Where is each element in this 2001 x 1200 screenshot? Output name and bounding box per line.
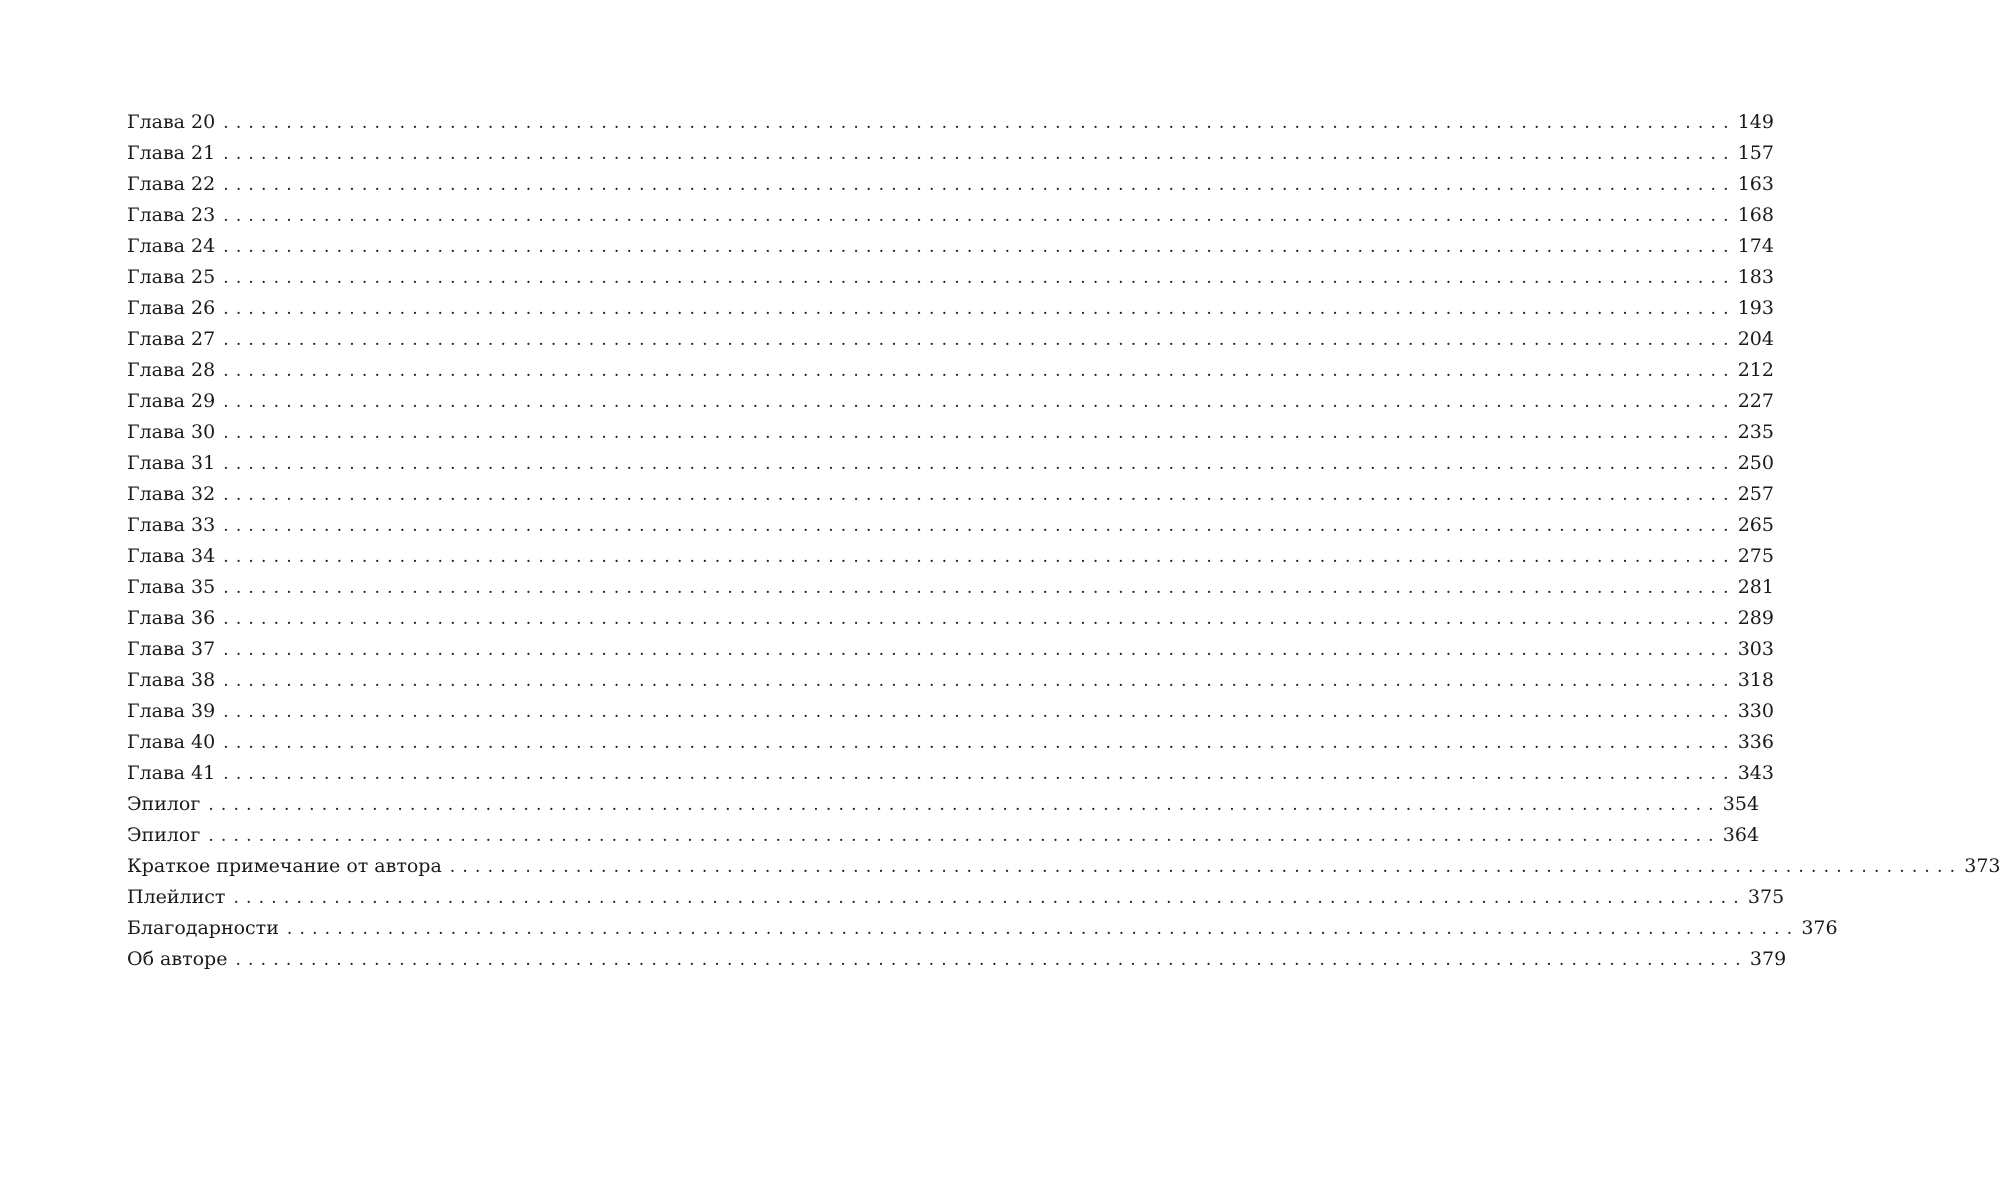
toc-leader-dots: ........................................................................................................................ xyxy=(235,950,1748,970)
toc-entry-page: 275 xyxy=(1737,545,1774,567)
toc-entry-page: 354 xyxy=(1722,793,1760,815)
toc-leader-dots: ........................................................................................................................ xyxy=(286,919,1800,939)
toc-entry-title: Глава 23 xyxy=(127,204,216,226)
toc-entry-title: Глава 21 xyxy=(127,142,216,164)
toc-entry-title: Глава 22 xyxy=(127,173,216,195)
toc-leader-dots: ........................................................................................................................ xyxy=(223,671,1736,691)
toc-entry-title: Глава 38 xyxy=(127,669,216,691)
toc-leader-dots: ........................................................................................................................ xyxy=(223,144,1736,164)
toc-entry-page: 149 xyxy=(1737,111,1774,133)
toc-entry-page: 375 xyxy=(1747,886,1785,908)
toc-entry[interactable] xyxy=(127,634,1774,665)
toc-entry-title: Глава 40 xyxy=(127,731,216,753)
toc-leader-dots: ........................................................................................................................ xyxy=(223,454,1736,474)
toc-entry-title: Глава 27 xyxy=(127,328,216,350)
toc-entry-title: Глава 32 xyxy=(127,483,216,505)
toc-entry-page: 257 xyxy=(1737,483,1774,505)
toc-entry-title: Глава 37 xyxy=(127,638,216,660)
toc-leader-dots: ........................................................................................................................ xyxy=(208,795,1721,815)
toc-entry-page: 265 xyxy=(1737,514,1774,536)
toc-leader-dots: ........................................................................................................................ xyxy=(449,857,1963,877)
toc-entry[interactable] xyxy=(127,417,1774,448)
toc-entry-title: Глава 30 xyxy=(127,421,216,443)
toc-entry-page: 193 xyxy=(1737,297,1774,319)
toc-leader-dots: ........................................................................................................................ xyxy=(223,485,1736,505)
toc-entry-page: 289 xyxy=(1737,607,1774,629)
toc-entry-page: 303 xyxy=(1737,638,1774,660)
toc-leader-dots: ........................................................................................................................ xyxy=(223,423,1736,443)
toc-leader-dots: ........................................................................................................................ xyxy=(208,826,1721,846)
toc-entry-title: Глава 28 xyxy=(127,359,216,381)
toc-leader-dots: ........................................................................................................................ xyxy=(223,609,1736,629)
toc-entry[interactable] xyxy=(127,107,1774,138)
toc-entry[interactable] xyxy=(127,448,1774,479)
toc-leader-dots: ........................................................................................................................ xyxy=(223,733,1736,753)
toc-entry-title: Глава 26 xyxy=(127,297,216,319)
toc-entry-title: Глава 35 xyxy=(127,576,216,598)
toc-entry-title: Глава 20 xyxy=(127,111,216,133)
toc-entry-title: Глава 33 xyxy=(127,514,216,536)
toc-entry[interactable] xyxy=(127,541,1774,572)
toc-entry-page: 330 xyxy=(1737,700,1774,722)
toc-entry-page: 343 xyxy=(1737,762,1774,784)
toc-entry[interactable] xyxy=(127,386,1774,417)
toc-entry-title: Об авторе xyxy=(127,948,228,970)
toc-entry-page: 204 xyxy=(1737,328,1774,350)
toc-entry-page: 168 xyxy=(1737,204,1774,226)
toc-entry[interactable] xyxy=(127,882,1785,913)
toc-entry-page: 281 xyxy=(1737,576,1774,598)
toc-leader-dots: ........................................................................................................................ xyxy=(223,516,1736,536)
toc-entry-page: 157 xyxy=(1737,142,1774,164)
toc-leader-dots: ........................................................................................................................ xyxy=(223,764,1736,784)
toc-entry[interactable] xyxy=(127,665,1774,696)
toc-entry[interactable] xyxy=(127,262,1774,293)
toc-entry[interactable] xyxy=(127,758,1774,789)
toc-entry[interactable] xyxy=(127,913,1838,944)
toc-entry-page: 379 xyxy=(1749,948,1787,970)
toc-leader-dots: ........................................................................................................................ xyxy=(223,268,1736,288)
toc-entry-page: 364 xyxy=(1722,824,1760,846)
toc-entry[interactable] xyxy=(127,510,1774,541)
toc-entry[interactable] xyxy=(127,231,1774,262)
toc-entry-title: Глава 31 xyxy=(127,452,216,474)
toc-leader-dots: ........................................................................................................................ xyxy=(223,113,1736,133)
table-of-contents xyxy=(127,107,2001,975)
toc-leader-dots: ........................................................................................................................ xyxy=(223,330,1736,350)
toc-entry-title: Глава 29 xyxy=(127,390,216,412)
toc-entry-title: Глава 34 xyxy=(127,545,216,567)
toc-leader-dots: ........................................................................................................................ xyxy=(223,206,1736,226)
toc-leader-dots: ........................................................................................................................ xyxy=(223,702,1736,722)
toc-entry[interactable] xyxy=(127,355,1774,386)
toc-entry[interactable] xyxy=(127,820,1760,851)
toc-entry-page: 212 xyxy=(1737,359,1774,381)
toc-entry-page: 318 xyxy=(1737,669,1774,691)
toc-entry-page: 376 xyxy=(1801,917,1838,939)
toc-entry[interactable] xyxy=(127,572,1774,603)
toc-entry-page: 235 xyxy=(1737,421,1774,443)
toc-entry[interactable] xyxy=(127,789,1760,820)
toc-entry[interactable] xyxy=(127,944,1787,975)
toc-entry[interactable] xyxy=(127,479,1774,510)
toc-entry-page: 250 xyxy=(1737,452,1774,474)
toc-entry-page: 227 xyxy=(1737,390,1774,412)
toc-leader-dots: ........................................................................................................................ xyxy=(223,237,1736,257)
toc-leader-dots: ........................................................................................................................ xyxy=(223,640,1736,660)
toc-entry-title: Глава 39 xyxy=(127,700,216,722)
toc-entry-page: 174 xyxy=(1737,235,1774,257)
toc-entry[interactable] xyxy=(127,727,1774,758)
toc-leader-dots: ........................................................................................................................ xyxy=(223,547,1736,567)
toc-leader-dots: ........................................................................................................................ xyxy=(223,175,1736,195)
toc-entry[interactable] xyxy=(127,603,1774,634)
toc-leader-dots: ........................................................................................................................ xyxy=(223,578,1736,598)
toc-entry-title: Эпилог xyxy=(127,824,201,846)
toc-entry[interactable] xyxy=(127,169,1774,200)
toc-leader-dots: ........................................................................................................................ xyxy=(223,361,1736,381)
toc-entry-title: Глава 36 xyxy=(127,607,216,629)
toc-entry[interactable] xyxy=(127,696,1774,727)
toc-entry[interactable] xyxy=(127,293,1774,324)
toc-entry-title: Благодарности xyxy=(127,917,279,939)
toc-entry-title: Плейлист xyxy=(127,886,226,908)
toc-entry-page: 163 xyxy=(1737,173,1774,195)
toc-entry-title: Глава 25 xyxy=(127,266,216,288)
toc-entry-title: Краткое примечание от автора xyxy=(127,855,442,877)
toc-entry[interactable] xyxy=(127,200,1774,231)
toc-entry-page: 373 xyxy=(1964,855,2001,877)
toc-entry-title: Эпилог xyxy=(127,793,201,815)
toc-entry[interactable] xyxy=(127,324,1774,355)
toc-entry-page: 183 xyxy=(1737,266,1774,288)
toc-entry-title: Глава 24 xyxy=(127,235,216,257)
toc-entry[interactable] xyxy=(127,138,1774,169)
toc-entry-title: Глава 41 xyxy=(127,762,216,784)
toc-leader-dots: ........................................................................................................................ xyxy=(223,392,1736,412)
toc-leader-dots: ........................................................................................................................ xyxy=(233,888,1746,908)
toc-entry-page: 336 xyxy=(1737,731,1774,753)
toc-entry[interactable] xyxy=(127,851,2001,882)
toc-leader-dots: ........................................................................................................................ xyxy=(223,299,1736,319)
